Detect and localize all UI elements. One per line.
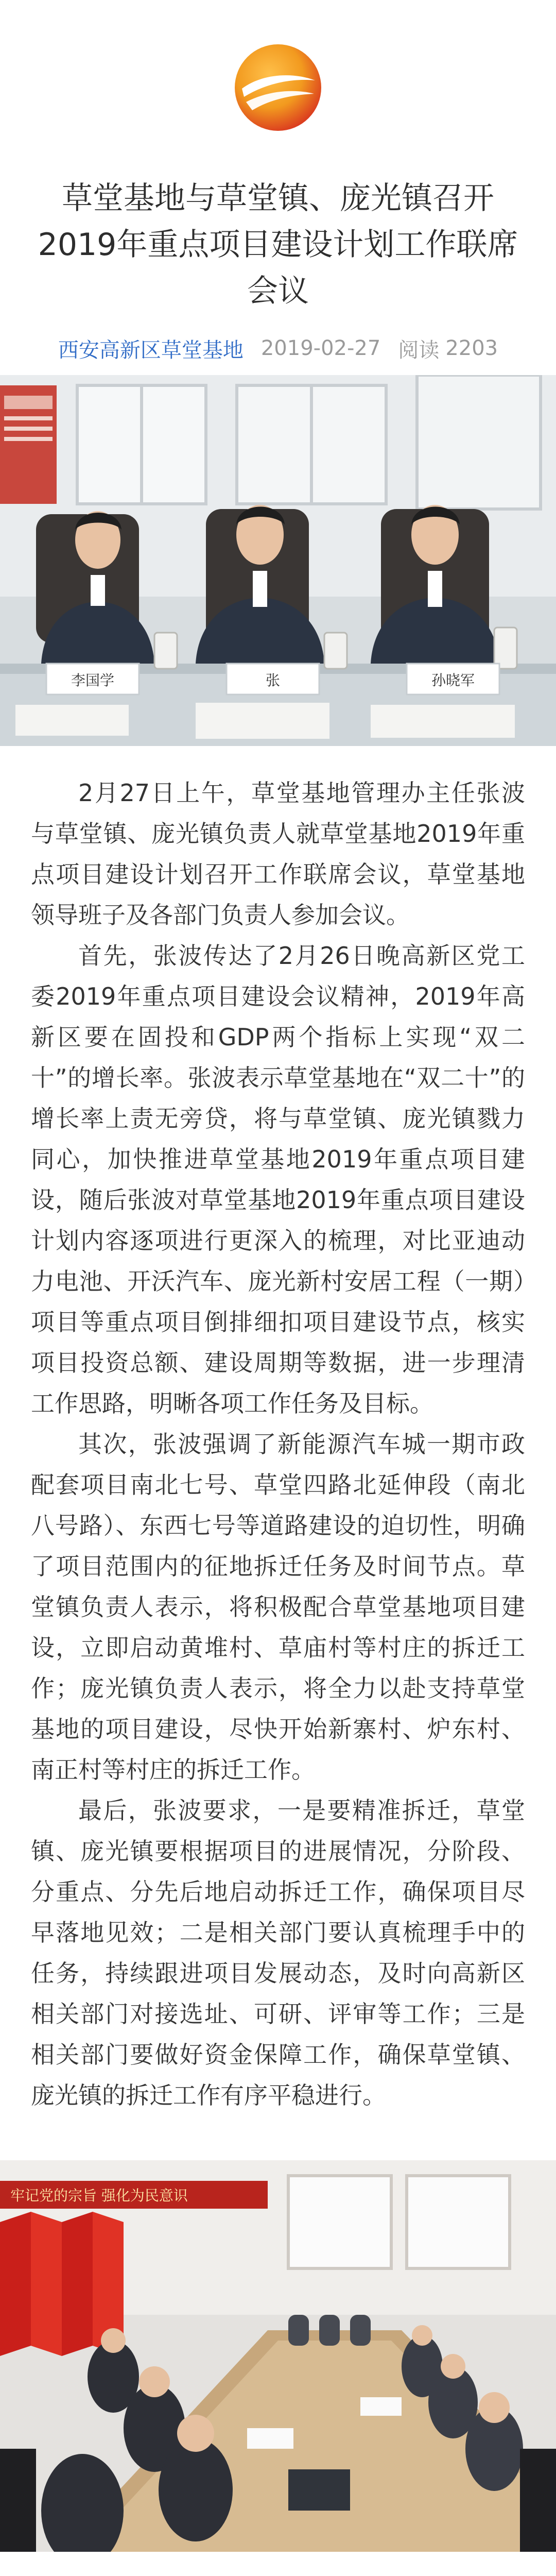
meeting-photo-2 [0,2160,556,2552]
publish-date: 2019-02-27 [260,336,381,360]
nameplate-3: 孙晓军 [431,672,475,689]
publisher-logo-icon [232,41,324,134]
paragraph-4: 最后，张波要求，一是要精准拆迁，草堂镇、庞光镇要根据项目的进展情况，分阶段、分重点、分先后地启动拆迁工作，确保项目尽早落地见效；二是相关部门要认真梳理手中的任务，持续跟进项目发展动态，及时向高新区相关部门对接选址、可研、评审等工作；三是相关部门要做好资金保障工作，确保草堂镇、庞光镇的拆迁工作有序平稳进行。 [31,1797,525,2109]
source-link[interactable]: 西安高新区草堂基地 [58,338,244,362]
paragraph-2: 首先，张波传达了2月26日晚高新区党工委2019年重点项目建设会议精神，2019年高新区要在固投和GDP两个指标上实现“双二十”的增长率。张波表示草堂基地在“双二十”的增长率上责无旁贷，将与草堂镇、庞光镇戮力同心，加快推进草堂基地2019年重点项目建设，随后张波对草堂基地2019年重点项目建设计划内容逐项进行更深入的梳理，对比亚迪动力电池、开沃汽车、庞光新村安居工程（一期）项目等重点项目倒排细扣项目建设节点，核实项目投资总额、建设周期等数据，进一步理清工作思路，明晰各项工作任务及目标。 [31,942,525,1417]
article-meta [0,333,556,364]
meeting-photo-2-image [0,2160,556,2552]
meeting-photo-1-image [0,375,556,746]
article-body [0,773,556,2116]
nameplate-1: 李国学 [71,672,115,689]
read-count: 2203 [445,336,498,360]
wall-banner: 牢记党的宗旨 强化为民意识 [10,2187,188,2204]
read-count-label: 阅读 [398,338,440,362]
nameplate-2: 张 [265,672,281,689]
paragraph-1: 2月27日上午，草堂基地管理办主任张波与草堂镇、庞光镇负责人就草堂基地2019年重点项目建设计划召开工作联席会议，草堂基地领导班子及各部门负责人参加会议。 [31,779,525,929]
logo-area [0,0,556,175]
article-title: 草堂基地与草堂镇、庞光镇召开2019年重点项目建设计划工作联席会议 [38,180,518,309]
meeting-photo-1 [0,375,556,746]
paragraph-3: 其次，张波强调了新能源汽车城一期市政配套项目南北七号、草堂四路北延伸段（南北八号路）、东西七号等道路建设的迫切性，明确了项目范围内的征地拆迁任务及时间节点。草堂镇负责人表示，将积极配合草堂基地项目建设，立即启动黄堆村、草庙村等村庄的拆迁工作；庞光镇负责人表示，将全力以赴支持草堂基地的项目建设，尽快开始新寨村、炉东村、南正村等村庄的拆迁工作。 [31,1430,525,1784]
